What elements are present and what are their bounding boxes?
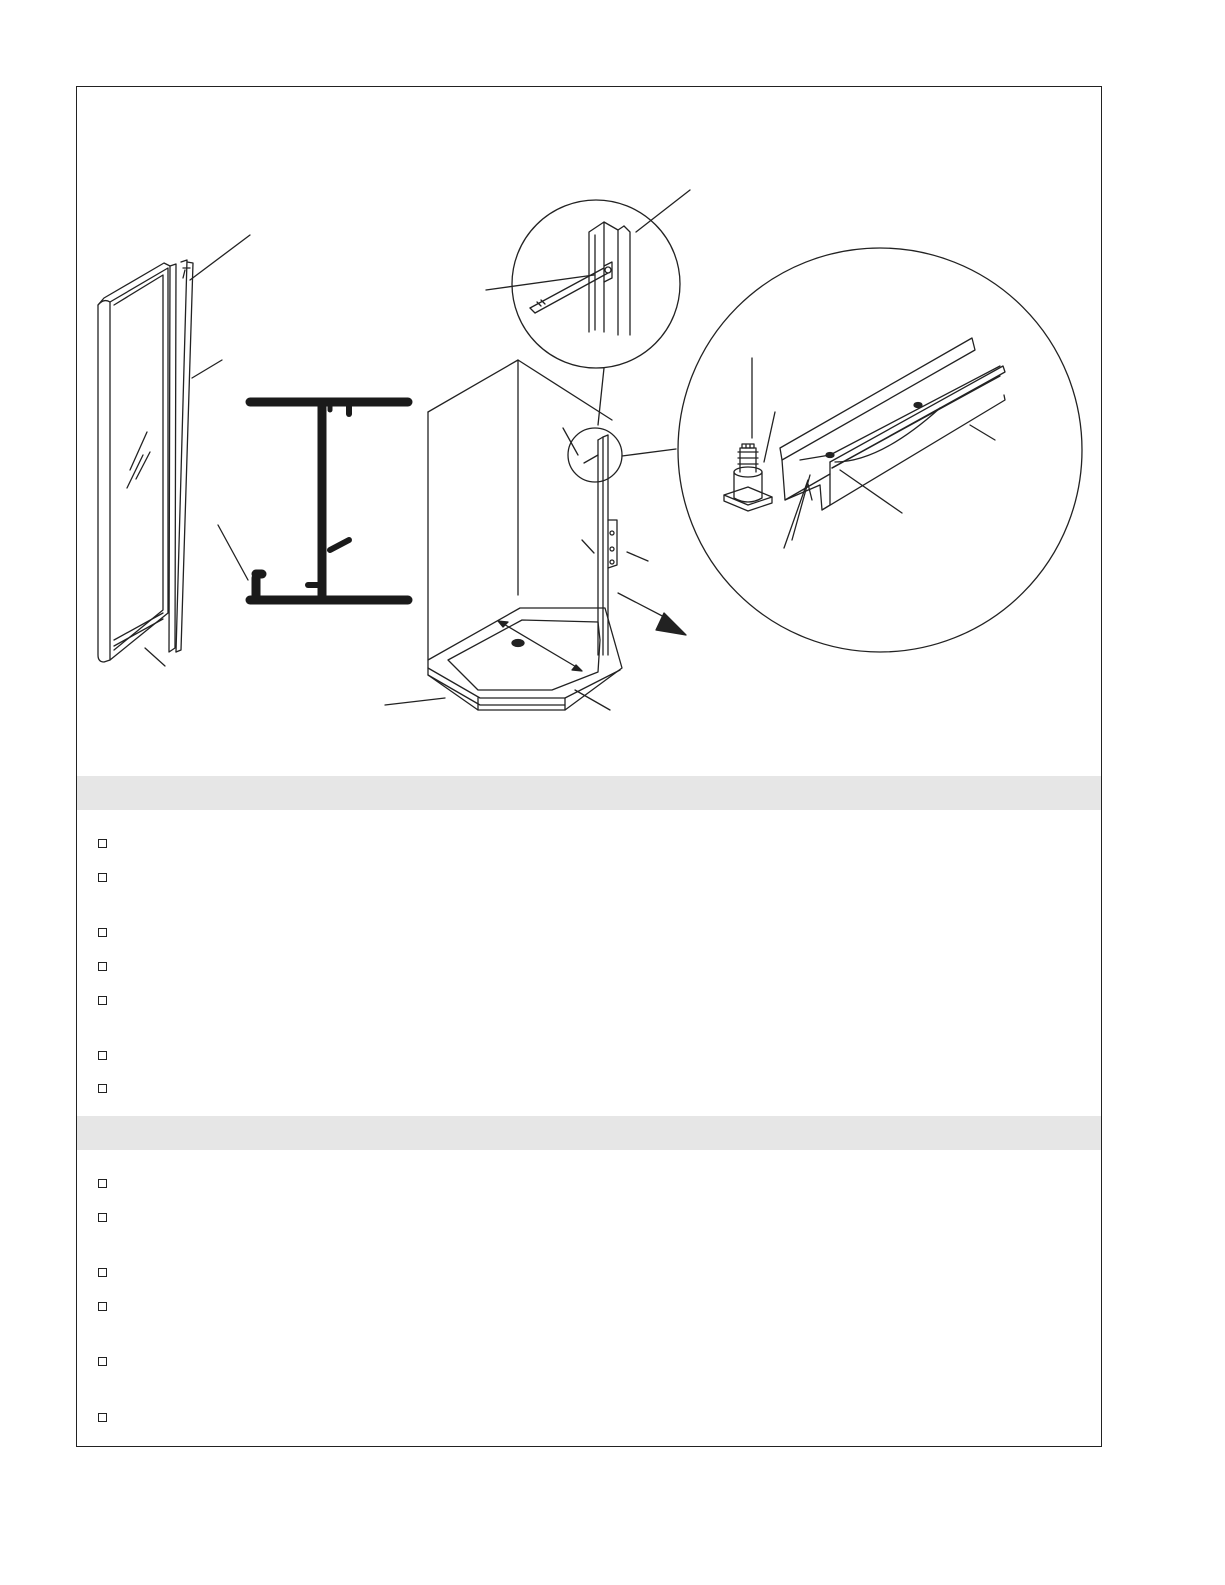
profile-callout-line (218, 525, 248, 580)
step-checkbox[interactable] (98, 996, 107, 1005)
step-checkbox[interactable] (98, 928, 107, 937)
installation-illustration (0, 0, 1225, 780)
door-panel-drawing (98, 235, 250, 666)
step-checkbox[interactable] (98, 1268, 107, 1277)
track-detail-circle (678, 248, 1082, 652)
section-heading-band (77, 1116, 1101, 1150)
detail-highlight-circle (568, 428, 622, 482)
step-checkbox[interactable] (98, 1357, 107, 1366)
step-checkbox[interactable] (98, 1179, 107, 1188)
step-checkbox[interactable] (98, 873, 107, 882)
section-heading-band (77, 776, 1101, 810)
detail-connector (622, 449, 676, 456)
step-checkbox[interactable] (98, 1413, 107, 1422)
step-checkbox[interactable] (98, 1051, 107, 1060)
shower-enclosure-drawing (385, 360, 686, 710)
step-checkbox[interactable] (98, 1302, 107, 1311)
step-checkbox[interactable] (98, 1213, 107, 1222)
step-checkbox[interactable] (98, 1084, 107, 1093)
profile-cross-section (250, 402, 408, 600)
step-checkbox[interactable] (98, 962, 107, 971)
level-detail-circle (486, 190, 690, 425)
step-checkbox[interactable] (98, 839, 107, 848)
